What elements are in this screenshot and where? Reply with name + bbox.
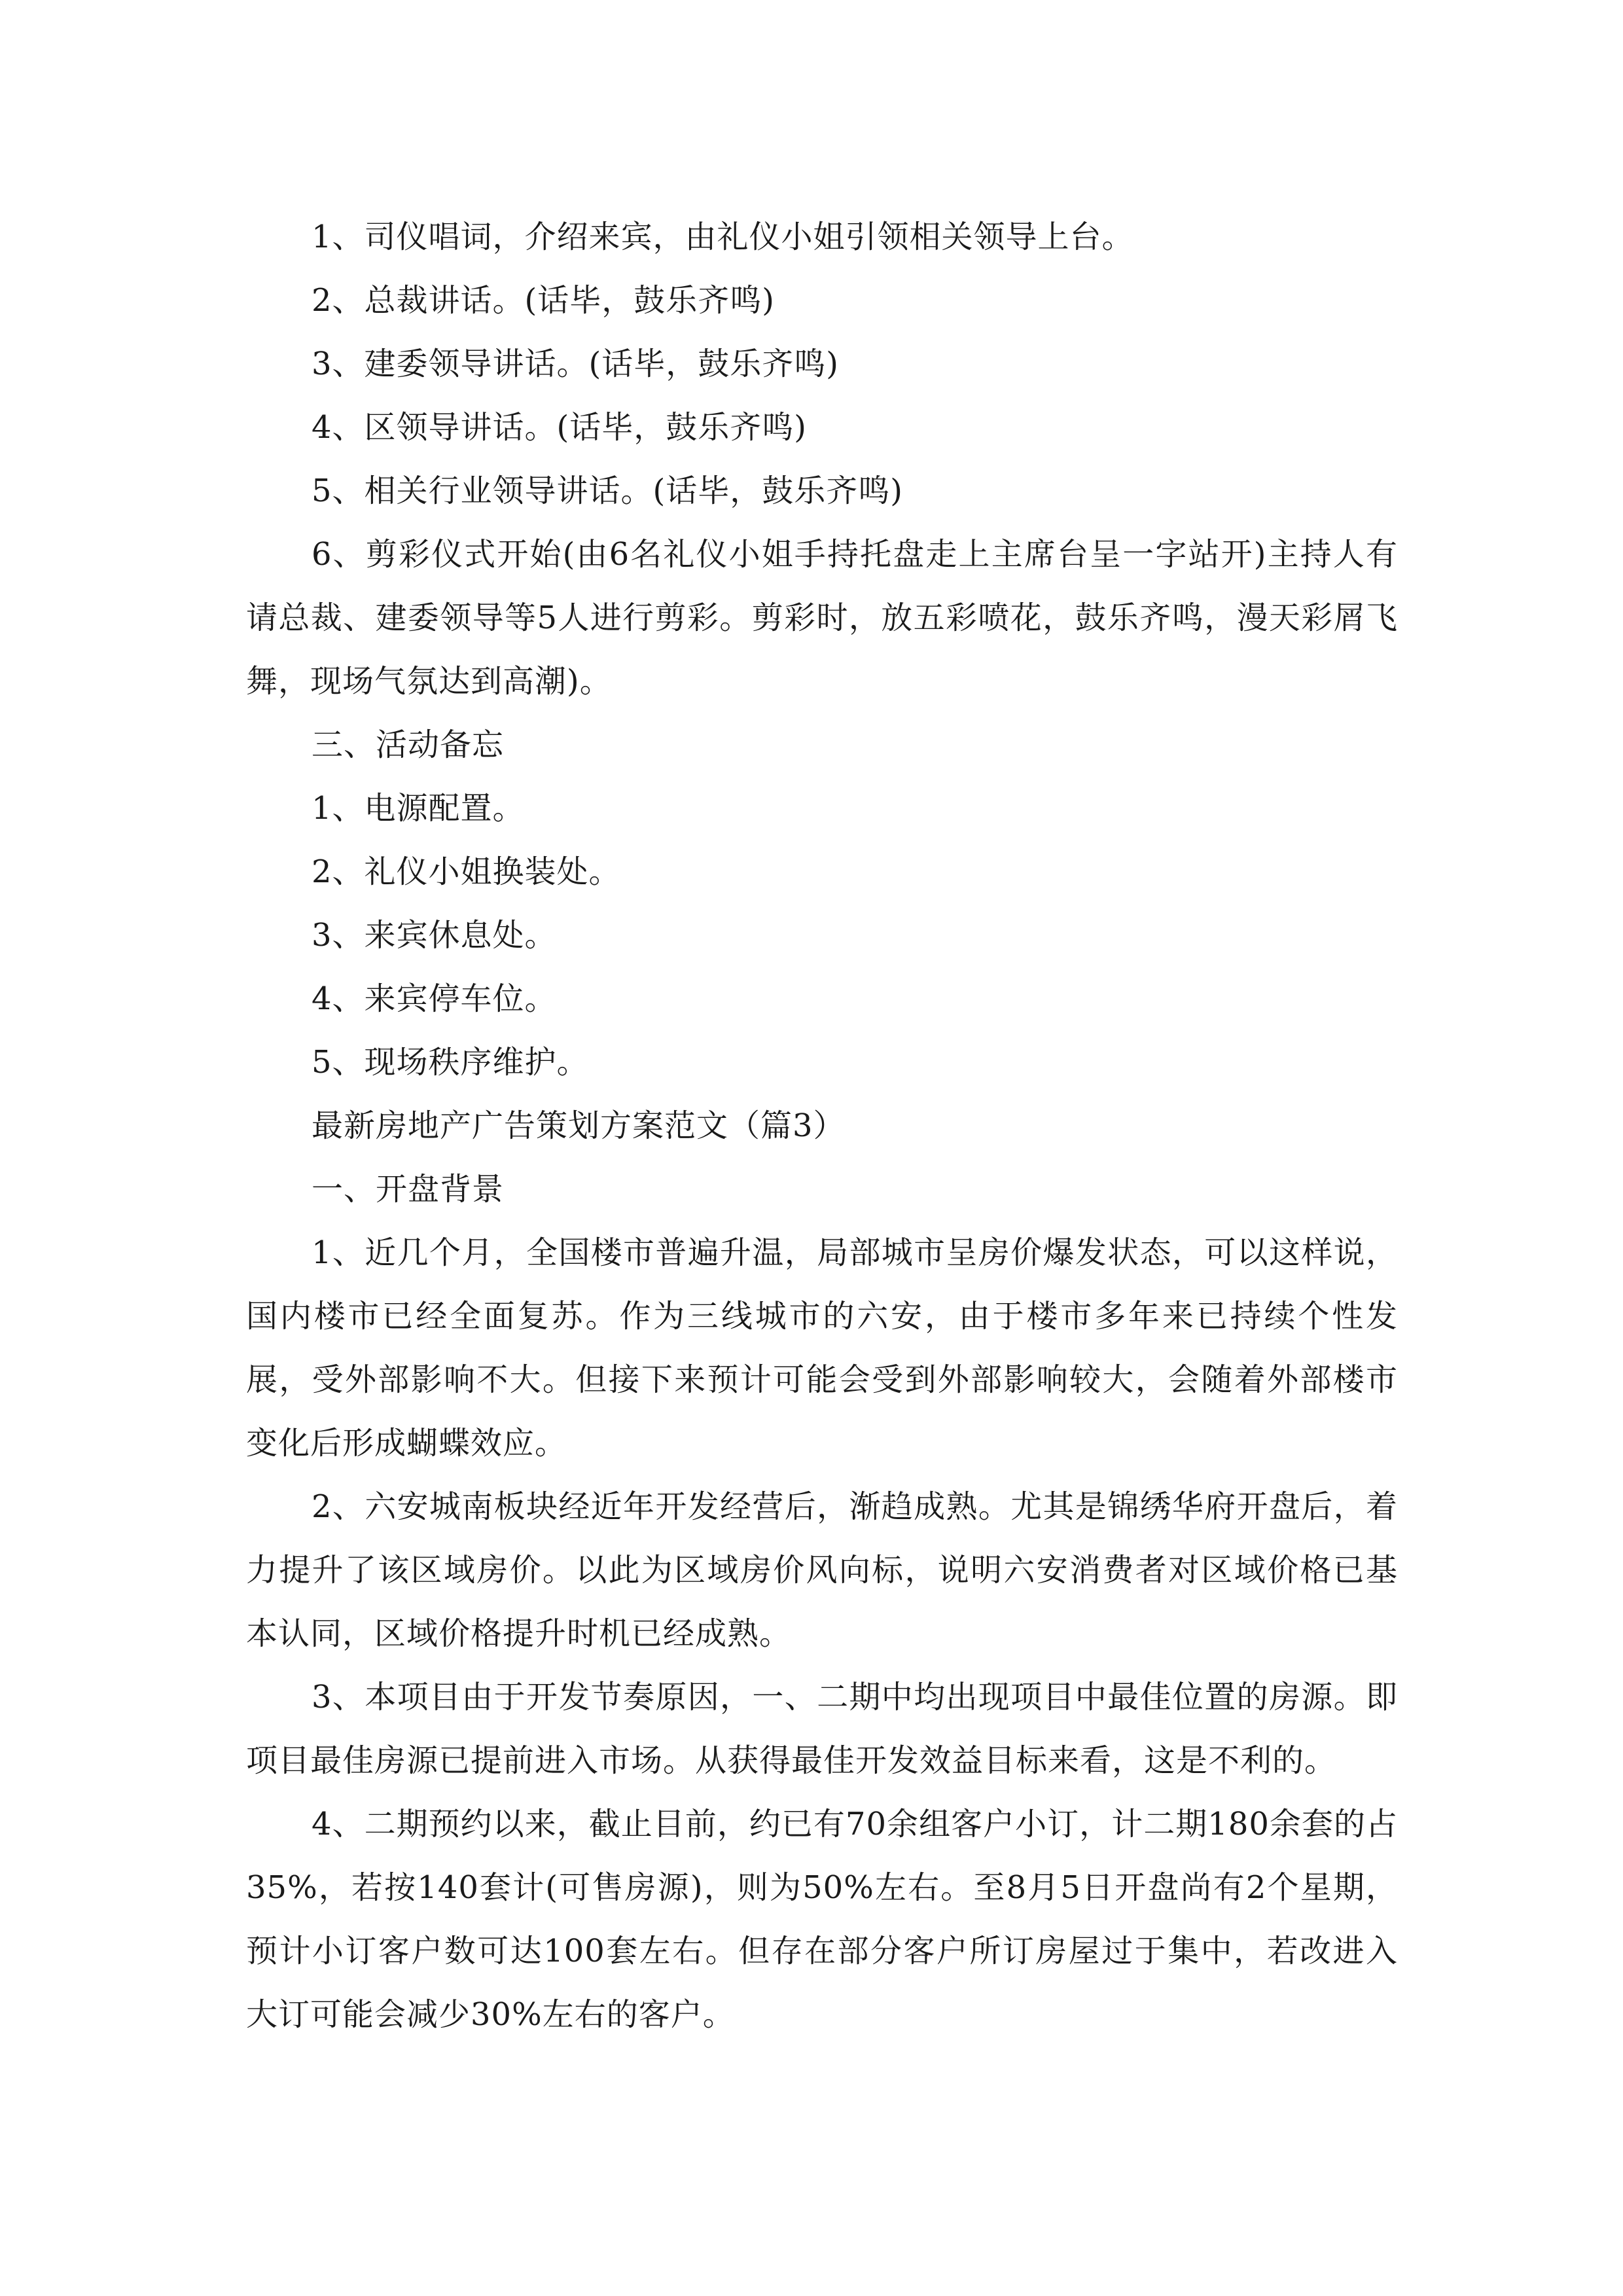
paragraph-1: 1、司仪唱词，介绍来宾，由礼仪小姐引领相关领导上台。 (312, 219, 1134, 255)
article-title: 最新房地产广告策划方案范文（篇3） (312, 1107, 846, 1144)
section-heading-background: 一、开盘背景 (312, 1171, 505, 1208)
paragraph-8: 2、礼仪小姐换装处。 (312, 853, 621, 890)
paragraph-6: 6、剪彩仪式开始(由6名礼仪小姐手持托盘走上主席台呈一字站开)主持人有请总裁、建委领导等5人进行剪彩。剪彩时，放五彩喷花，鼓乐齐鸣，漫天彩屑飞舞，现场气氛达到高潮)。 (246, 536, 1398, 700)
paragraph-15: 4、二期预约以来，截止目前，约已有70余组客户小订，计二期180余套的占35%，若按140套计(可售房源)，则为50%左右。至8月5日开盘尚有2个星期，预计小订客户数可达100套左右。但存在部分客户所订房屋过于集中，若改进入大订可能会减少30%左右的客户。 (246, 1806, 1398, 2033)
paragraph-11: 5、现场秩序维护。 (312, 1044, 589, 1081)
paragraph-3: 3、建委领导讲话。(话毕，鼓乐齐鸣) (312, 346, 839, 382)
paragraph-2: 2、总裁讲话。(话毕，鼓乐齐鸣) (312, 282, 775, 319)
paragraph-12: 1、近几个月，全国楼市普遍升温，局部城市呈房价爆发状态，可以这样说，国内楼市已经全面复苏。作为三线城市的六安，由于楼市多年来已持续个性发展，受外部影响不大。但接下来预计可能会受到外部影响较大，会随着外部楼市变化后形成蝴蝶效应。 (246, 1234, 1398, 1462)
section-heading-memo: 三、活动备忘 (312, 726, 505, 763)
paragraph-9: 3、来宾休息处。 (312, 917, 557, 954)
document-body (246, 206, 1398, 2047)
paragraph-13: 2、六安城南板块经近年开发经营后，渐趋成熟。尤其是锦绣华府开盘后，着力提升了该区域房价。以此为区域房价风向标，说明六安消费者对区域价格已基本认同，区域价格提升时机已经成熟。 (246, 1488, 1398, 1652)
paragraph-4: 4、区领导讲话。(话毕，鼓乐齐鸣) (312, 409, 807, 446)
paragraph-7: 1、电源配置。 (312, 790, 525, 827)
paragraph-5: 5、相关行业领导讲话。(话毕，鼓乐齐鸣) (312, 473, 903, 509)
paragraph-14: 3、本项目由于开发节奏原因，一、二期中均出现项目中最佳位置的房源。即项目最佳房源已提前进入市场。从获得最佳开发效益目标来看，这是不利的。 (246, 1679, 1398, 1779)
paragraph-10: 4、来宾停车位。 (312, 980, 557, 1017)
